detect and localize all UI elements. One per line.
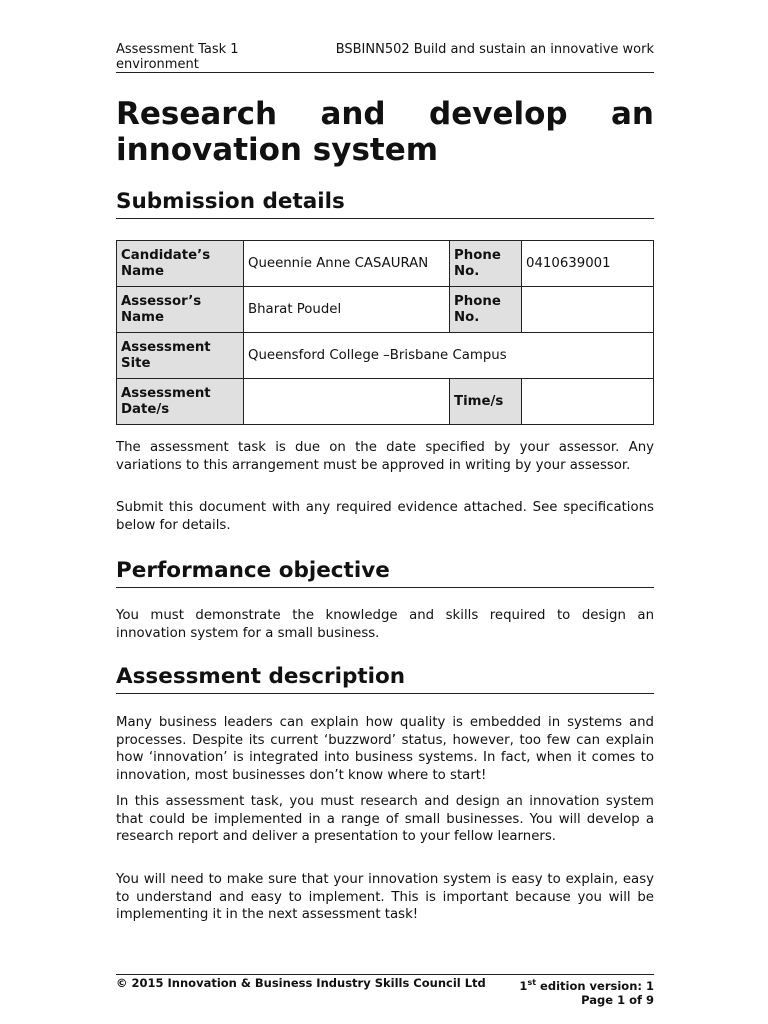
title-word: and bbox=[320, 96, 386, 132]
submission-heading: Submission details bbox=[116, 189, 654, 219]
description-paragraph-3: You will need to make sure that your innovation system is easy to explain, easy to understand and easy to implement. This is important because you will be implementing it in the next assessment task! bbox=[116, 872, 654, 922]
phone-label: Phone No. bbox=[450, 241, 522, 287]
table-row bbox=[117, 287, 654, 333]
edition-suffix: st bbox=[527, 978, 537, 987]
candidate-label: Candidate’s Name bbox=[117, 241, 244, 287]
date-value bbox=[244, 379, 450, 425]
due-paragraph: The assessment task is due on the date specified by your assessor. Any variations to this arrangement must be approved in writing by your assessor. bbox=[116, 440, 654, 473]
performance-heading: Performance objective bbox=[116, 558, 654, 588]
edition-number: 1 bbox=[519, 978, 528, 993]
assessor-phone bbox=[522, 287, 654, 333]
table-row bbox=[117, 241, 654, 287]
site-value: Queensford College –Brisbane Campus bbox=[244, 333, 654, 379]
date-label: Assessment Date/s bbox=[117, 379, 244, 425]
description-paragraph-2: In this assessment task, you must research and design an innovation system that could be implemented in a range of small businesses. You will develop a research report and deliver a presentation to your fellow learners. bbox=[116, 794, 654, 844]
header-task: Assessment Task 1 bbox=[116, 42, 239, 57]
time-label: Time/s bbox=[450, 379, 522, 425]
site-label: Assessment Site bbox=[117, 333, 244, 379]
footer-edition bbox=[519, 976, 654, 993]
page-header bbox=[116, 42, 654, 72]
phone-label: Phone No. bbox=[450, 287, 522, 333]
assessor-label: Assessor’s Name bbox=[117, 287, 244, 333]
submit-paragraph: Submit this document with any required evidence attached. See specifications below for details. bbox=[116, 500, 654, 533]
candidate-value: Queennie Anne CASAURAN bbox=[244, 241, 450, 287]
title-word: develop bbox=[429, 96, 568, 132]
candidate-phone: 0410639001 bbox=[522, 241, 654, 287]
edition-text: edition version: 1 bbox=[536, 978, 654, 993]
header-unit-continued: environment bbox=[116, 57, 199, 72]
document-title bbox=[116, 96, 654, 168]
title-word: Research bbox=[116, 96, 278, 132]
description-paragraph-1: Many business leaders can explain how quality is embedded in systems and processes. Despite its current ‘buzzword’ status, however, too few can explain how ‘innovation’ is integrated into business systems. In fact, when it comes to innovation, most businesses don’t know where to start! bbox=[116, 715, 654, 783]
performance-text: You must demonstrate the knowledge and skills required to design an innovation system for a small business. bbox=[116, 608, 654, 641]
title-word: an bbox=[611, 96, 654, 132]
time-value bbox=[522, 379, 654, 425]
assessor-value: Bharat Poudel bbox=[244, 287, 450, 333]
table-row bbox=[117, 379, 654, 425]
description-heading: Assessment description bbox=[116, 664, 654, 694]
footer-copyright: © 2015 Innovation & Business Industry Skills Council Ltd bbox=[116, 976, 486, 990]
header-rule bbox=[116, 72, 654, 73]
table-row bbox=[117, 333, 654, 379]
submission-table bbox=[116, 240, 654, 425]
page-footer bbox=[116, 974, 654, 1007]
header-unit: BSBINN502 Build and sustain an innovative work bbox=[335, 42, 654, 57]
footer-page-number: Page 1 of 9 bbox=[581, 992, 654, 1007]
title-line-2: innovation system bbox=[116, 132, 439, 168]
